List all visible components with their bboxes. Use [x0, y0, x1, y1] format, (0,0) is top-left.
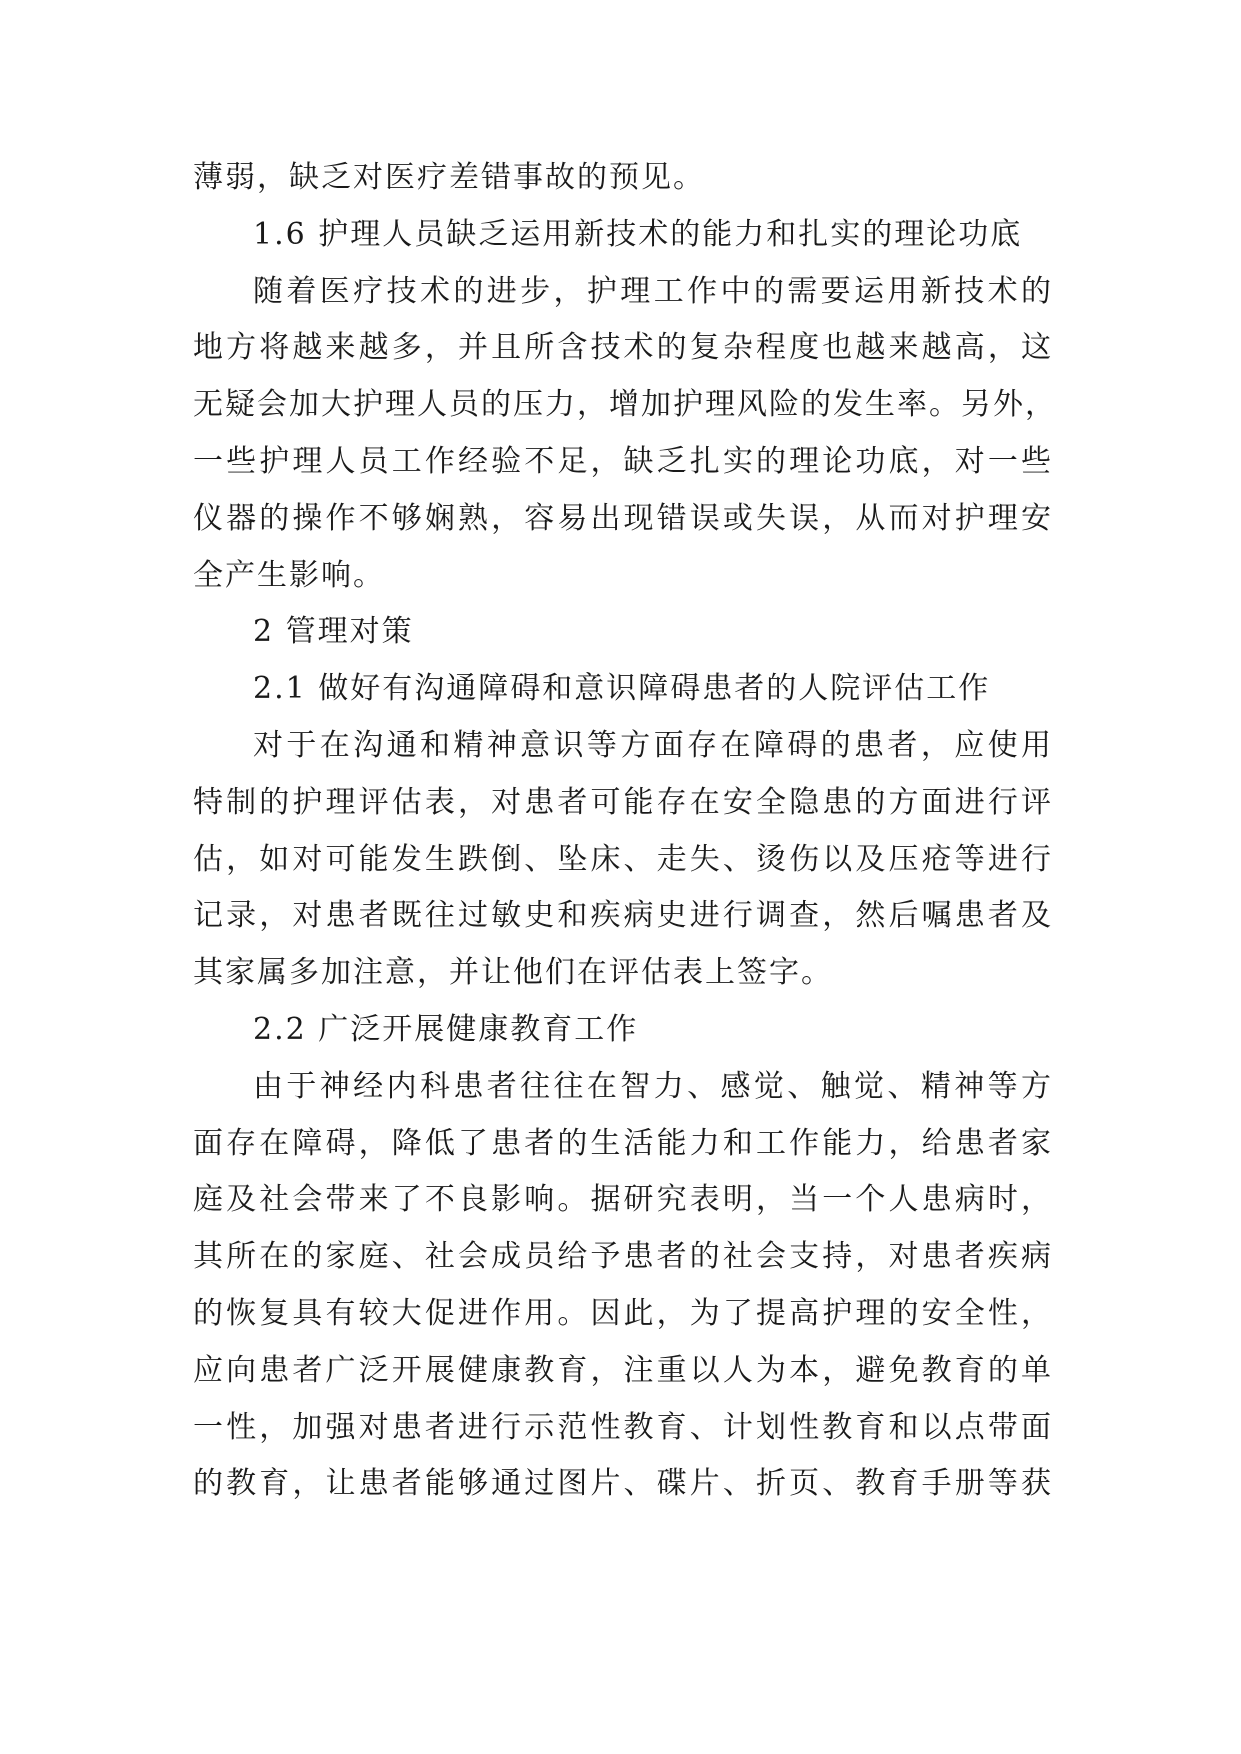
document-page [193, 150, 1057, 1513]
text-line: 2.2 广泛开展健康教育工作 [253, 1011, 639, 1047]
text-line: 应向患者广泛开展健康教育，注重以人为本，避免教育的单 [193, 1352, 1053, 1388]
text-line: 地方将越来越多，并且所含技术的复杂程度也越来越高，这 [193, 330, 1053, 366]
text-line: 的恢复具有较大促进作用。因此，为了提高护理的安全性， [193, 1295, 1053, 1331]
text-line: 记录，对患者既往过敏史和疾病史进行调查，然后嘱患者及 [193, 898, 1053, 934]
text-line: 特制的护理评估表，对患者可能存在安全隐患的方面进行评 [193, 784, 1053, 820]
text-line: 面存在障碍，降低了患者的生活能力和工作能力，给患者家 [193, 1125, 1053, 1161]
text-line: 2 管理对策 [253, 614, 414, 650]
text-line: 的教育，让患者能够通过图片、碟片、折页、教育手册等获 [193, 1466, 1053, 1502]
text-line: 随着医疗技术的进步，护理工作中的需要运用新技术的 [253, 273, 1053, 309]
text-line: 庭及社会带来了不良影响。据研究表明，当一个人患病时， [193, 1182, 1053, 1218]
text-line: 1.6 护理人员缺乏运用新技术的能力和扎实的理论功底 [253, 216, 1023, 252]
text-line: 无疑会加大护理人员的压力，增加护理风险的发生率。另外， [193, 387, 1057, 423]
text-line: 估，如对可能发生跌倒、坠床、走失、烫伤以及压疮等进行 [193, 841, 1053, 877]
text-line: 仪器的操作不够娴熟，容易出现错误或失误，从而对护理安 [193, 500, 1053, 536]
text-line: 2.1 做好有沟通障碍和意识障碍患者的人院评估工作 [253, 671, 991, 707]
text-line: 薄弱，缺乏对医疗差错事故的预见。 [193, 160, 705, 195]
text-line: 一些护理人员工作经验不足，缺乏扎实的理论功底，对一些 [193, 443, 1053, 479]
text-line: 全产生影响。 [193, 557, 385, 593]
text-line: 一性，加强对患者进行示范性教育、计划性教育和以点带面 [193, 1409, 1053, 1445]
text-line: 对于在沟通和精神意识等方面存在障碍的患者，应使用 [253, 727, 1053, 763]
text-line: 其所在的家庭、社会成员给予患者的社会支持，对患者疾病 [193, 1239, 1053, 1275]
text-line: 由于神经内科患者往往在智力、感觉、触觉、精神等方 [253, 1068, 1053, 1104]
text-line: 其家属多加注意，并让他们在评估表上签字。 [193, 955, 833, 991]
